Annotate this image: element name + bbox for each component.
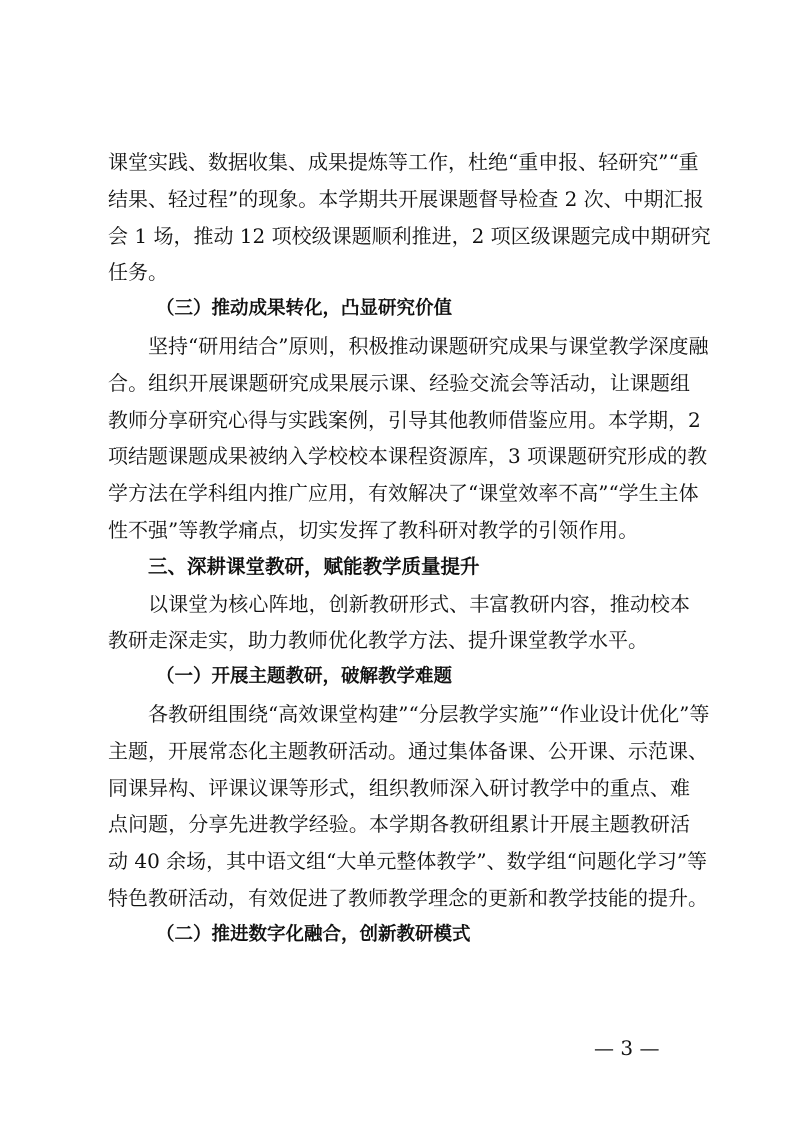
text-line: 课堂实践、数据收集、成果提炼等工作，杜绝“重申报、轻研究”“重 bbox=[108, 150, 699, 174]
text-line: 特色教研活动，有效促进了教师教学理念的更新和教学技能的提升。 bbox=[108, 885, 708, 910]
text-line: 性不强”等教学痛点，切实发挥了教科研对教学的引领作用。 bbox=[108, 517, 639, 542]
text-line: 合。组织开展课题研究成果展示课、经验交流会等活动，让课题组 bbox=[108, 370, 690, 395]
text-line: 会 1 场，推动 12 项校级课题顺利推进，2 项区级课题完成中期研究 bbox=[108, 223, 711, 248]
text-line: 点问题，分享先进教学经验。本学期各教研组累计开展主题教研活 bbox=[108, 812, 690, 837]
text-line: 项结题课题成果被纳入学校校本课程资源库，3 项课题研究形成的教 bbox=[108, 444, 708, 469]
text-line: 主题，开展常态化主题教研活动。通过集体备课、公开课、示范课、 bbox=[108, 738, 708, 763]
page-number: — 3 — bbox=[594, 1036, 660, 1060]
text-line: 任务。 bbox=[108, 260, 168, 285]
subsection-heading: （一）开展主题教研，破解教学难题 bbox=[156, 666, 453, 688]
section-heading: 三、深耕课堂教研，赋能教学质量提升 bbox=[148, 554, 480, 578]
document-body bbox=[108, 144, 711, 954]
text-line: 学方法在学科组内推广应用，有效解决了“课堂效率不高”“学生主体 bbox=[108, 481, 699, 506]
text-line: 结果、轻过程”的现象。本学期共开展课题督导检查 2 次、中期汇报 bbox=[108, 186, 704, 211]
text-line: 教师分享研究心得与实践案例，引导其他教师借鉴应用。本学期，2 bbox=[108, 407, 701, 432]
subsection-heading: （三）推动成果转化，凸显研究价值 bbox=[156, 298, 453, 320]
subsection-heading: （二）推进数字化融合，创新教研模式 bbox=[156, 923, 471, 945]
text-line: 同课异构、评课议课等形式，组织教师深入研讨教学中的重点、难 bbox=[108, 775, 690, 800]
text-line: 坚持“研用结合”原则，积极推动课题研究成果与课堂教学深度融 bbox=[148, 333, 709, 358]
text-line: 以课堂为核心阵地，创新教研形式、丰富教研内容，推动校本 bbox=[148, 591, 690, 616]
text-line: 教研走深走实，助力教师优化教学方法、提升课堂教学水平。 bbox=[108, 628, 648, 653]
text-line: 动 40 余场，其中语文组“大单元整体教学”、数学组“问题化学习”等 bbox=[108, 849, 708, 874]
text-line: 各教研组围绕“高效课堂构建”“分层教学实施”“作业设计优化”等 bbox=[148, 701, 710, 726]
